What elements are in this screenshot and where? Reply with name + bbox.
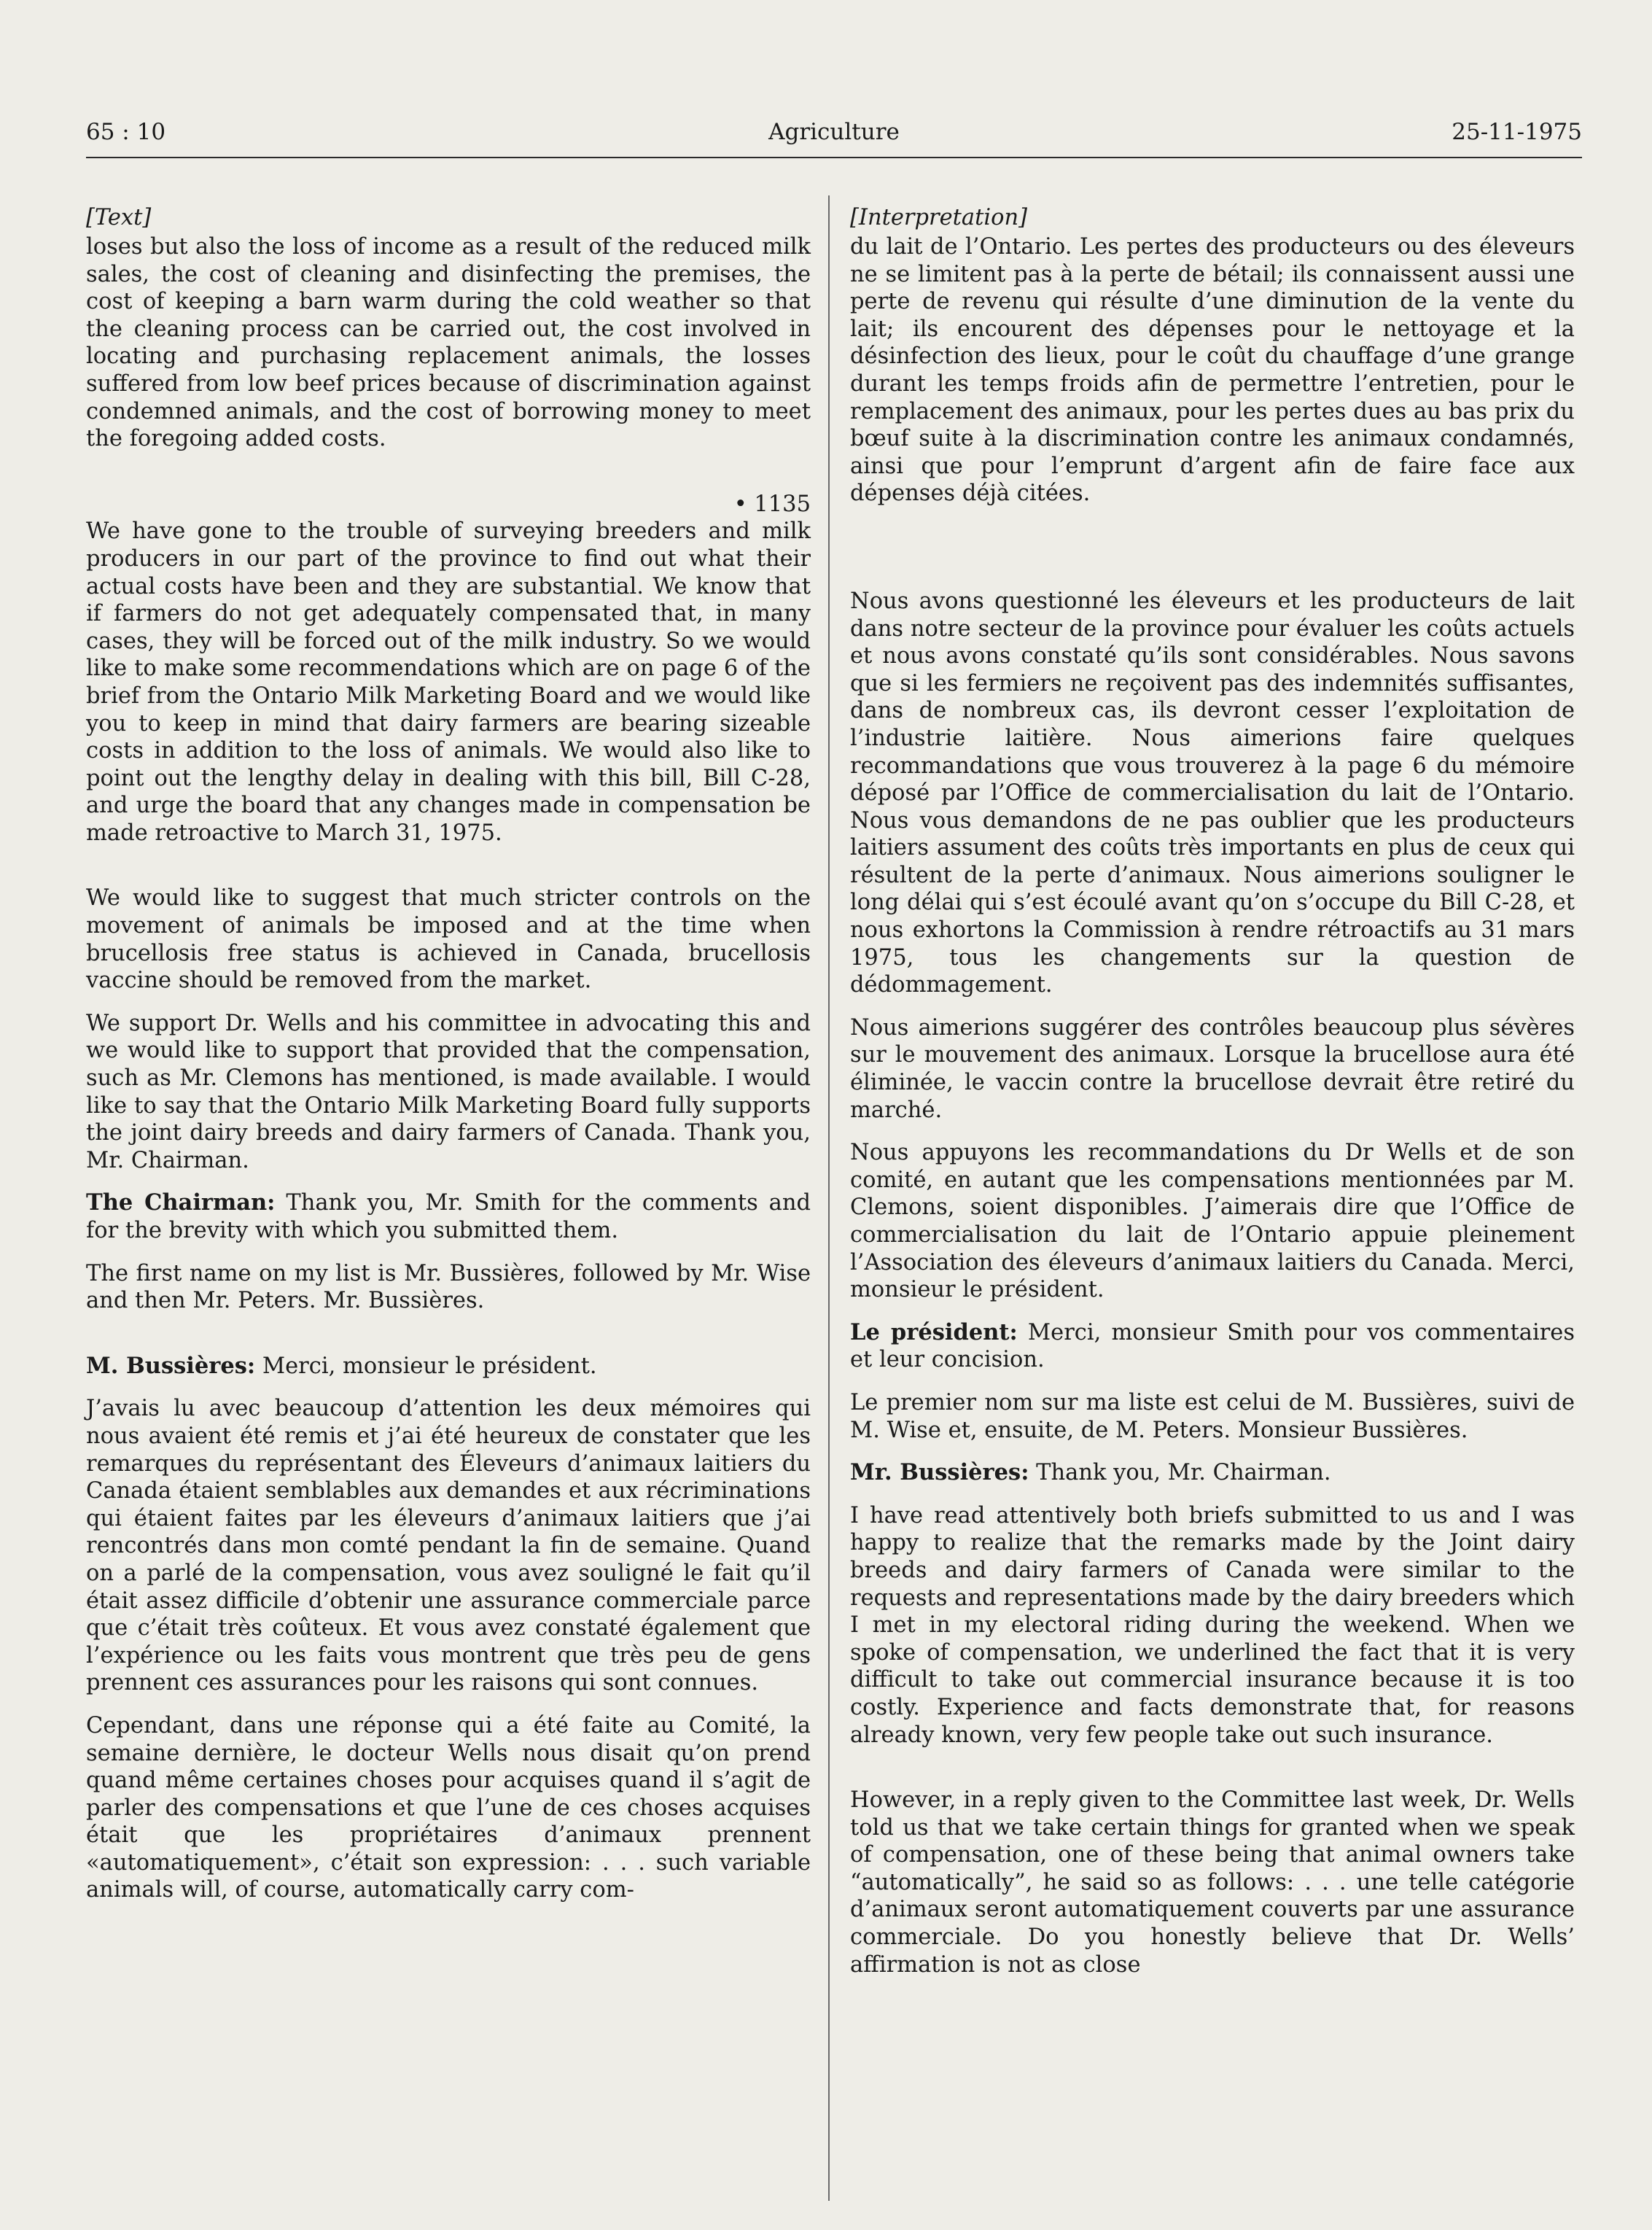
paragraph (850, 1319, 1575, 1374)
paragraph: Nous avons questionné les éleveurs et les producteurs de lait dans notre secteur de la province pour évaluer les coûts actuels et nous avons constaté qu’ils sont considérables. Nous savons que si les fermiers ne reçoivent pas des indemnités suffisantes, dans de nombreux cas, ils devront cesser l’exploitation de l’industrie laitière. Nous aimerions faire quelques recommandations que vous trouverez à la page 6 du mémoire déposé par l’Office de commercialisation du lait de l’Ontario. Nous vous demandons de ne pas oublier que les producteurs laitiers assument des coûts très importants en plus de ceux qui résultent de la perte d’animaux. Nous aimerions souligner le long délai qui s’est écoulé avant qu’on s’occupe du Bill C-28, et nous exhortons la Commission à rendre rétroactifs au 31 mars 1975, tous les changements sur la question de dédommagement. (850, 588, 1575, 998)
paragraph: loses but also the loss of income as a result of the reduced milk sales, the cost of cleaning and disinfecting the premises, the cost of keeping a barn warm during the cold weather so that the cleaning process can be carried out, the cost involved in locating and purchasing replacement animals, the losses suffered from low beef prices because of discrimination against condemned animals, and the cost of borrowing money to meet the foregoing added costs. (86, 234, 811, 452)
english-column (86, 203, 811, 1904)
time-marker: • 1135 (733, 491, 811, 517)
paragraph: Nous aimerions suggérer des contrôles beaucoup plus sévères sur le mouvement des animaux. Lorsque la brucellose aura été éliminée, le vaccin contre la brucellose devrait être retiré du marché. (850, 1014, 1575, 1123)
paragraph: Cependant, dans une réponse qui a été faite au Comité, la semaine dernière, le docteur Wells nous disait qu’on prend quand même certaines choses pour acquises quand il s’agit de parler des compensations et que l’une de ces choses acquises était que les propriétaires d’animaux prennent «automatiquement», c’était son expression: . . . such variable animals will, of course, automatically carry com- (86, 1712, 811, 1903)
speaker-name: Le président: (850, 1318, 1018, 1345)
paragraph: Nous appuyons les recommandations du Dr Wells et de son comité, en autant que les compensations mentionnées par M. Clemons, soient disponibles. J’aimerais dire que l’Office de commercialisation du lait de l’Ontario appuie pleinement l’Association des éleveurs d’animaux laitiers du Canada. Merci, monsieur le président. (850, 1140, 1575, 1303)
column-label: [Text] (86, 205, 152, 230)
paragraph: J’avais lu avec beaucoup d’attention les deux mémoires qui nous avaient été remis et j’ai été heureux de constater que les remarques du représentant des Éleveurs d’animaux laitiers du Canada étaient semblables aux demandes et aux récriminations qui étaient faites par les éleveurs d’animaux laitiers que j’ai rencontrés dans mon comté pendant la fin de semaine. Quand on a parlé de la compensation, vous avez souligné le fait qu’il était assez difficile d’obtenir une assurance commerciale parce que c’était très coûteux. Et vous avez constaté également que l’expérience ou les faits vous montrent que très peu de gens prennent ces assurances pour les raisons qui sont connues. (86, 1396, 811, 1696)
paragraph: We have gone to the trouble of surveying breeders and milk producers in our part of the province to find out what their actual costs have been and they are substantial. We know that if farmers do not get adequately compensated that, in many cases, they will be forced out of the milk industry. So we would like to make some recommendations which are on page 6 of the brief from the Ontario Milk Marketing Board and we would like you to keep in mind that dairy farmers are bearing sizeable costs in addition to the loss of animals. We would also like to point out the lengthy delay in dealing with this bill, Bill C-28, and urge the board that any changes made in compensation be made retroactive to March 31, 1975. (86, 518, 811, 846)
page-number: 65 : 10 (86, 119, 166, 145)
paragraph (86, 1353, 811, 1380)
paragraph: du lait de l’Ontario. Les pertes des producteurs ou des éleveurs ne se limitent pas à la perte de bétail; ils connaissent aussi une perte de revenu qui résulte d’une diminution de la vente du lait; ils encourent des dépenses pour le nettoyage et la désinfection des lieux, pour le coût du chauffage d’une grange durant les temps froids afin de permettre l’entretien, pour le remplacement des animaux, pour les pertes dues au bas prix du bœuf suite à la discrimination contre les animaux condamnés, ainsi que pour l’emprunt d’argent afin de faire face aux dépenses déjà citées. (850, 234, 1575, 507)
paragraph: We support Dr. Wells and his committee in advocating this and we would like to support that provided that the compensation, such as Mr. Clemons has mentioned, is made available. I would like to say that the Ontario Milk Marketing Board fully supports the joint dairy breeds and dairy farmers of Canada. Thank you, Mr. Chairman. (86, 1010, 811, 1173)
speaker-name: The Chairman: (86, 1189, 276, 1216)
paragraph: I have read attentively both briefs submitted to us and I was happy to realize that the remarks made by the Joint dairy breeds and dairy farmers of Canada were similar to the requests and representations made by the dairy breeders which I met in my electoral riding during the weekend. When we spoke of compensation, we underlined the fact that it is very difficult to take out commercial insurance because it is too costly. Experience and facts demonstrate that, for reasons already known, very few people take out such insurance. (850, 1502, 1575, 1748)
paragraph: However, in a reply given to the Committee last week, Dr. Wells told us that we take certain things for granted when we speak of compensation, one of these being that animal owners take “automatically”, he said so as follows: . . . une telle catégorie d’animaux seront automatiquement couverts par une assurance commerciale. Do you honestly believe that Dr. Wells’ affirmation is not as close (850, 1787, 1575, 1978)
column-divider (828, 195, 830, 2201)
column-label: [Interpretation] (850, 205, 1027, 230)
paragraph (850, 1459, 1575, 1487)
page-date: 25-11-1975 (1452, 119, 1582, 145)
french-column (850, 203, 1575, 1978)
page-header (86, 113, 1582, 158)
paragraph (86, 1189, 811, 1244)
speech-text: Thank you, Mr. Smith for the comments and for the brevity with which you submitted them. (86, 1190, 811, 1243)
speech-text: Thank you, Mr. Chairman. (1029, 1460, 1331, 1486)
paragraph: We would like to suggest that much stricter controls on the movement of animals be imposed and at the time when brucellosis free status is achieved in Canada, brucellosis vaccine should be removed from the market. (86, 885, 811, 994)
speech-text: Merci, monsieur le président. (255, 1353, 597, 1379)
paragraph: Le premier nom sur ma liste est celui de M. Bussières, suivi de M. Wise et, ensuite, de M. Peters. Monsieur Bussières. (850, 1389, 1575, 1443)
section-title: Agriculture (768, 119, 900, 145)
speaker-name: M. Bussières: (86, 1352, 256, 1379)
paragraph: The first name on my list is Mr. Bussières, followed by Mr. Wise and then Mr. Peters. Mr. Bussières. (86, 1260, 811, 1314)
speech-text: Merci, monsieur Smith pour vos commentaires et leur concision. (850, 1319, 1575, 1373)
speaker-name: Mr. Bussières: (850, 1459, 1029, 1486)
